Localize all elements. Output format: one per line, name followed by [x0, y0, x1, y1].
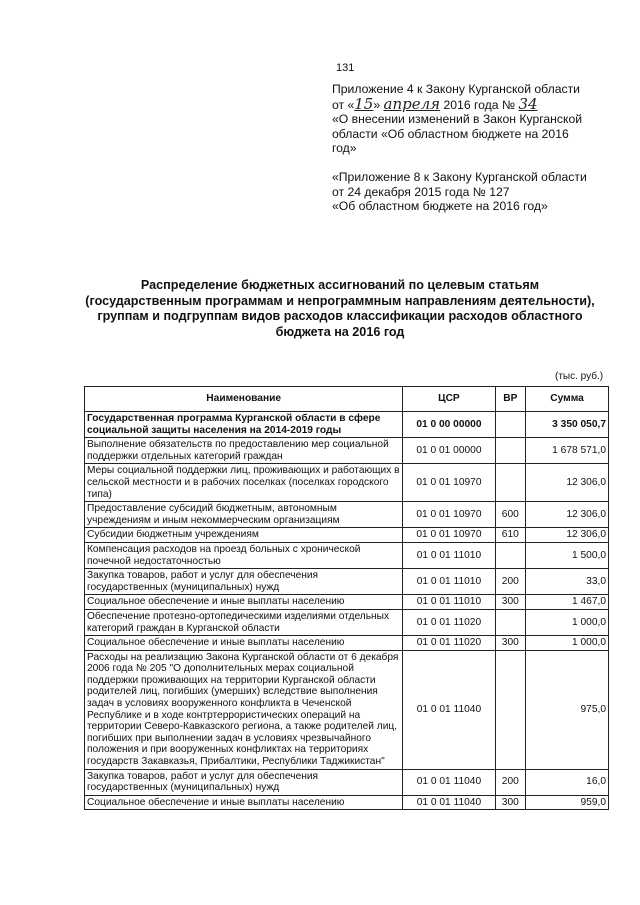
- table-row: [85, 609, 609, 635]
- cell-name: Предоставление субсидий бюджетным, автономным учреждениям и иным некоммерческим организациям: [85, 502, 403, 528]
- table-row: [85, 650, 609, 769]
- table-row: [85, 528, 609, 543]
- cell-name: Меры социальной поддержки лиц, проживающих и работающих в сельской местности и в рабочих поселках (поселках городского типа): [85, 464, 403, 502]
- cell-sum: 12 306,0: [526, 464, 609, 502]
- cell-csr: 01 0 01 11040: [403, 795, 495, 810]
- cell-sum: 12 306,0: [526, 502, 609, 528]
- header-sum: Сумма: [526, 387, 609, 412]
- table-header-row: [85, 387, 609, 412]
- cell-sum: 33,0: [526, 569, 609, 595]
- cell-vr: 300: [495, 795, 526, 810]
- cell-vr: 600: [495, 502, 526, 528]
- cell-name: Социальное обеспечение и иные выплаты населению: [85, 795, 403, 810]
- table-row: [85, 795, 609, 810]
- table-row: [85, 542, 609, 568]
- cell-csr: 01 0 01 10970: [403, 528, 495, 543]
- cell-name: Обеспечение протезно-ортопедическими изделиями отдельных категорий граждан в Курганской области: [85, 609, 403, 635]
- table-row: [85, 569, 609, 595]
- date-mid: »: [373, 97, 381, 112]
- table-row: [85, 438, 609, 464]
- date-year: 2016 года №: [443, 97, 516, 112]
- appendix-line-3: «О внесении изменений в Закон Курганской: [332, 112, 583, 127]
- cell-csr: 01 0 01 11040: [403, 650, 495, 769]
- page-number: 131: [336, 62, 355, 74]
- header-vr: ВР: [495, 387, 526, 412]
- cell-sum: 959,0: [526, 795, 609, 810]
- cell-vr: [495, 609, 526, 635]
- cell-vr: 200: [495, 569, 526, 595]
- cell-vr: 300: [495, 636, 526, 651]
- cell-csr: 01 0 01 11040: [403, 769, 495, 795]
- cell-name: Социальное обеспечение и иные выплаты населению: [85, 595, 403, 610]
- cell-vr: [495, 464, 526, 502]
- appendix-header: [332, 82, 622, 214]
- appendix-date-line: [332, 94, 622, 113]
- cell-csr: 01 0 01 11010: [403, 542, 495, 568]
- appendix-line-4: области «Об областном бюджете на 2016: [332, 126, 569, 141]
- cell-sum: 1 000,0: [526, 636, 609, 651]
- table-row: [85, 502, 609, 528]
- table-row: [85, 595, 609, 610]
- cell-csr: 01 0 01 00000: [403, 438, 495, 464]
- cell-csr: 01 0 00 00000: [403, 412, 495, 438]
- cell-sum: 1 000,0: [526, 609, 609, 635]
- cell-name: Субсидии бюджетным учреждениям: [85, 528, 403, 543]
- header-name: Наименование: [85, 387, 403, 412]
- cell-name: Государственная программа Курганской области в сфере социальной защиты населения на 2014-2019 годы: [85, 412, 403, 438]
- table-body: [85, 412, 609, 810]
- cell-sum: 12 306,0: [526, 528, 609, 543]
- cell-vr: [495, 438, 526, 464]
- table-row: [85, 769, 609, 795]
- budget-table: [84, 386, 609, 810]
- cell-sum: 1 467,0: [526, 595, 609, 610]
- cell-csr: 01 0 01 10970: [403, 502, 495, 528]
- cell-csr: 01 0 01 11020: [403, 636, 495, 651]
- cell-name: Социальное обеспечение и иные выплаты населению: [85, 636, 403, 651]
- date-prefix: от «: [332, 97, 355, 112]
- cell-vr: 610: [495, 528, 526, 543]
- title-line-2: (государственным программам и непрограммным направлениям деятельности),: [85, 293, 595, 308]
- cell-name: Расходы на реализацию Закона Курганской области от 6 декабря 2006 года № 205 "О дополнительных мерах социальной поддержки проживающих на территории Курганской области родителей лиц, погибших (умерших) вследствие выполнения задач в условиях вооруженного конфликта в Чеченской Республике и в ходе контртеррористических операций на территории Северо-Кавказского региона, а также родителей лиц, погибших при выполнении задач в условиях чрезвычайного положения и при вооруженных конфликтах на территориях государств Закавказья, Прибалтики, Республики Таджикистан": [85, 650, 403, 769]
- cell-csr: 01 0 01 11020: [403, 609, 495, 635]
- appendix-line-1: Приложение 4 к Закону Курганской области: [332, 82, 580, 96]
- cell-name: Закупка товаров, работ и услуг для обеспечения государственных (муниципальных) нужд: [85, 769, 403, 795]
- appendix-line-7: от 24 декабря 2015 года № 127: [332, 184, 510, 199]
- appendix-line-5: год»: [332, 141, 357, 156]
- header-csr: ЦСР: [403, 387, 495, 412]
- cell-sum: 975,0: [526, 650, 609, 769]
- cell-vr: 300: [495, 595, 526, 610]
- handwritten-number: 34: [518, 94, 538, 113]
- cell-sum: 1 500,0: [526, 542, 609, 568]
- units-label: (тыс. руб.): [555, 371, 604, 382]
- title-line-4: бюджета на 2016 год: [275, 324, 405, 339]
- handwritten-day: 15: [354, 94, 374, 113]
- cell-sum: 1 678 571,0: [526, 438, 609, 464]
- cell-name: Выполнение обязательств по предоставлению мер социальной поддержки отдельных категорий граждан: [85, 438, 403, 464]
- cell-sum: 3 350 050,7: [526, 412, 609, 438]
- title-line-1: Распределение бюджетных ассигнований по целевым статьям: [140, 278, 540, 292]
- table-row: [85, 636, 609, 651]
- cell-sum: 16,0: [526, 769, 609, 795]
- cell-csr: 01 0 01 11010: [403, 595, 495, 610]
- cell-name: Закупка товаров, работ и услуг для обеспечения государственных (муниципальных) нужд: [85, 569, 403, 595]
- handwritten-month: апреля: [383, 94, 441, 113]
- table-row: [85, 464, 609, 502]
- cell-csr: 01 0 01 11010: [403, 569, 495, 595]
- cell-vr: 200: [495, 769, 526, 795]
- cell-vr: [495, 412, 526, 438]
- appendix-line-8: «Об областном бюджете на 2016 год»: [332, 199, 548, 214]
- cell-name: Компенсация расходов на проезд больных с хронической почечной недостаточностью: [85, 542, 403, 568]
- document-title: [60, 278, 620, 340]
- title-line-3: группам и подгруппам видов расходов классификации расходов областного: [97, 309, 583, 323]
- appendix-line-6: «Приложение 8 к Закону Курганской области: [332, 169, 587, 184]
- cell-vr: [495, 542, 526, 568]
- table-row: [85, 412, 609, 438]
- cell-csr: 01 0 01 10970: [403, 464, 495, 502]
- cell-vr: [495, 650, 526, 769]
